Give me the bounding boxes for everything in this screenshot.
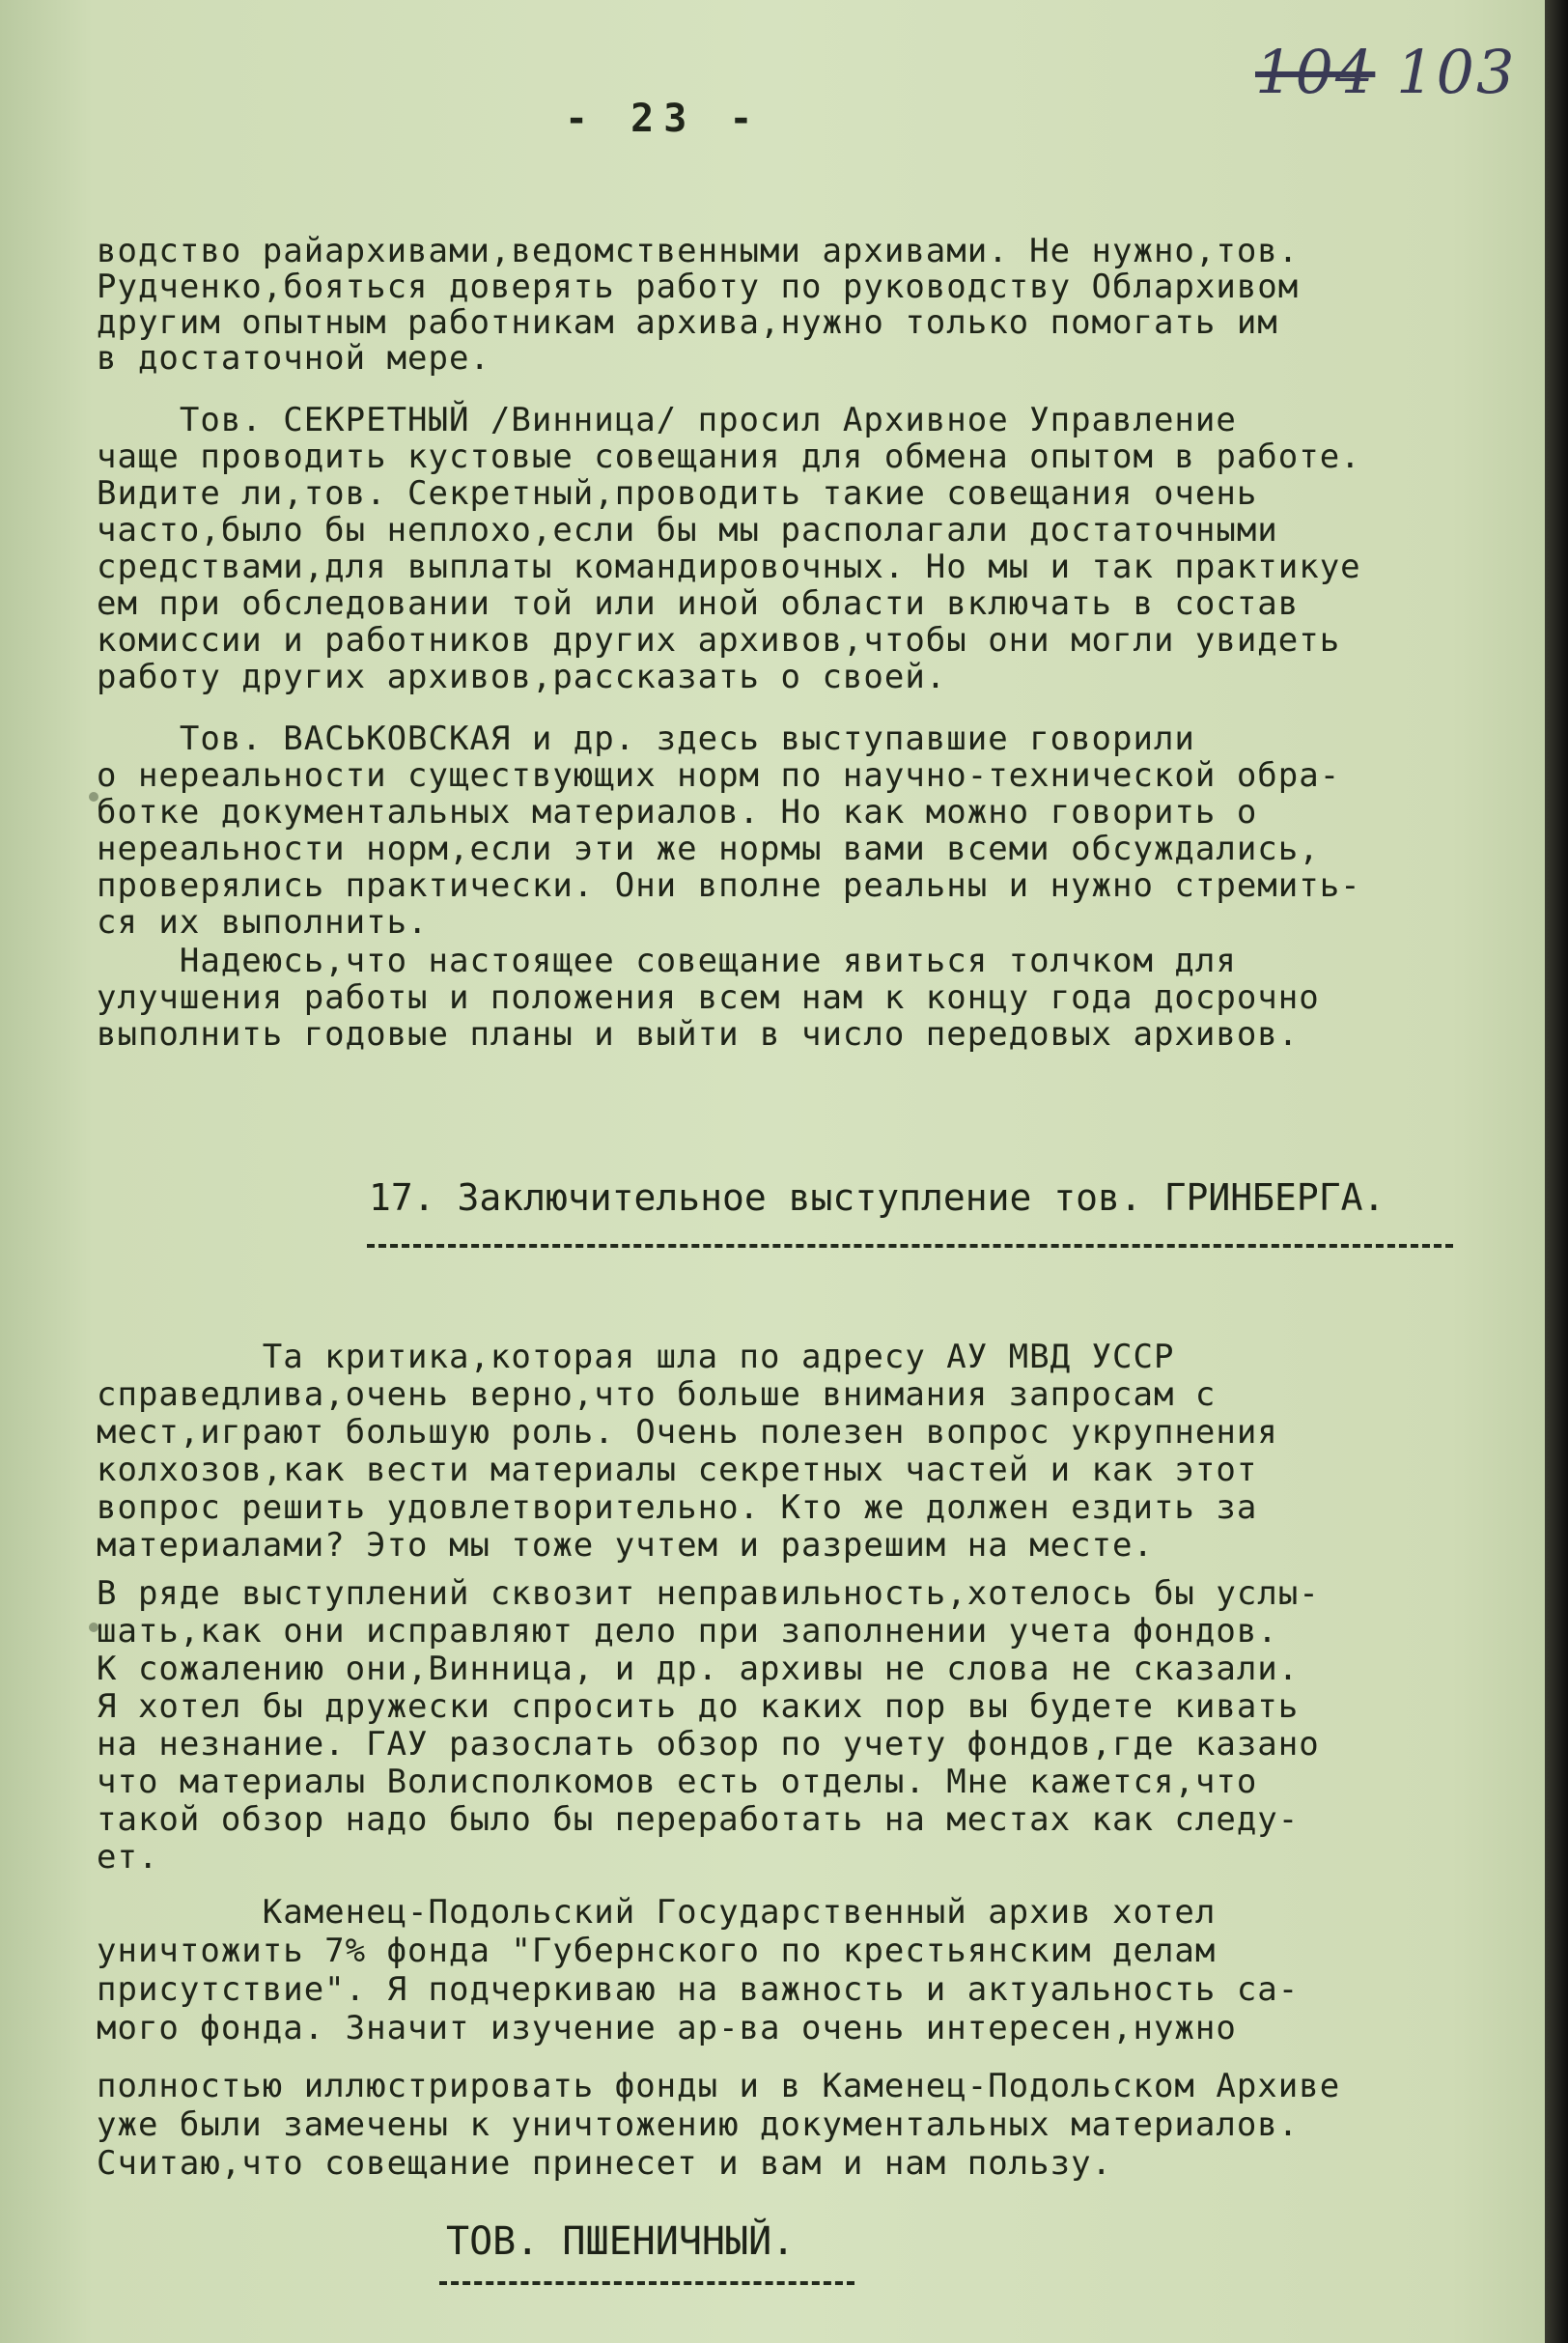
text-line: В ряде выступлений сквозит неправильность,хотелось бы услы-	[97, 1574, 1320, 1613]
text-line: на незнание. ГАУ разослать обзор по учету фондов,где казано	[97, 1725, 1320, 1764]
archive-sheet-number	[1255, 37, 1516, 107]
text-line: уничтожить 7% фонда "Губернского по крестьянским делам	[97, 1932, 1217, 1970]
text-line: Каменец-Подольский Государственный архив хотел	[97, 1893, 1217, 1932]
text-line: Я хотел бы дружески спросить до каких пор вы будете кивать	[97, 1687, 1300, 1726]
closing-speaker: ТОВ. ПШЕНИЧНЫЙ.	[446, 2219, 796, 2264]
new-sheet-number: 103	[1396, 37, 1517, 107]
text-line: Тов. ВАСЬКОВСКАЯ и др. здесь выступавшие говорили	[97, 720, 1195, 758]
text-line: часто,было бы неплохо,если бы мы располагали достаточными	[97, 511, 1278, 550]
text-line: улучшения работы и положения всем нам к концу года досрочно	[97, 978, 1320, 1017]
text-line: уже были замечены к уничтожению документальных материалов.	[97, 2105, 1300, 2144]
text-line: мест,играют большую роль. Очень полезен вопрос укрупнения	[97, 1413, 1278, 1452]
text-line: средствами,для выплаты командировочных. Но мы и так практикуе	[97, 548, 1361, 586]
text-line: ем при обследовании той или иной области включать в состав	[97, 584, 1300, 623]
closing-underline	[439, 2281, 854, 2285]
text-line: вопрос решить удовлетворительно. Кто же должен ездить за	[97, 1488, 1258, 1527]
text-line: Тов. СЕКРЕТНЫЙ /Винница/ просил Архивное Управление	[97, 401, 1237, 439]
text-line: Видите ли,тов. Секретный,проводить такие совещания очень	[97, 474, 1258, 513]
text-line: комиссии и работников других архивов,чтобы они могли увидеть	[97, 621, 1341, 660]
text-line: К сожалению они,Винница, и др. архивы не слова не сказали.	[97, 1650, 1300, 1688]
text-line: другим опытным работникам архива,нужно только помогать им	[97, 303, 1278, 342]
text-line: о нереальности существующих норм по научно-технической обра-	[97, 756, 1341, 795]
page-number: - 23 -	[565, 97, 763, 141]
text-line: проверялись практически. Они вполне реальны и нужно стремить-	[97, 866, 1361, 905]
text-line: полностью иллюстрировать фонды и в Каменец-Подольском Архиве	[97, 2067, 1341, 2105]
text-line: справедлива,очень верно,что больше внимания запросам с	[97, 1375, 1217, 1414]
text-line: присутствие". Я подчеркиваю на важность и актуальность са-	[97, 1970, 1300, 2009]
section-heading: 17. Заключительное выступление тов. ГРИНБЕРГА.	[369, 1176, 1386, 1219]
text-line: ет.	[97, 1838, 159, 1877]
text-line: нереальности норм,если эти же нормы вами всеми обсуждались,	[97, 830, 1320, 868]
text-line: водство райархивами,ведомственными архивами. Не нужно,тов.	[97, 232, 1300, 270]
text-line: Та критика,которая шла по адресу АУ МВД УССР	[97, 1338, 1175, 1376]
text-line: шать,как они исправляют дело при заполнении учета фондов.	[97, 1612, 1278, 1651]
text-line: чаще проводить кустовые совещания для обмена опытом в работе.	[97, 438, 1361, 476]
text-line: материалами? Это мы тоже учтем и разрешим на месте.	[97, 1526, 1154, 1565]
text-line: колхозов,как вести материалы секретных частей и как этот	[97, 1451, 1258, 1489]
text-line: Рудченко,бояться доверять работу по руководству Облархивом	[97, 268, 1300, 306]
text-line: такой обзор надо было бы переработать на местах как следу-	[97, 1800, 1300, 1839]
text-line: мого фонда. Значит изучение ар-ва очень интересен,нужно	[97, 2009, 1237, 2047]
text-line: выполнить годовые планы и выйти в число передовых архивов.	[97, 1015, 1300, 1054]
text-line: в достаточной мере.	[97, 339, 490, 378]
text-line: работу других архивов,рассказать о своей.	[97, 658, 947, 696]
text-line: Считаю,что совещание принесет и вам и нам пользу.	[97, 2144, 1113, 2183]
text-line: ся их выполнить.	[97, 903, 429, 942]
old-sheet-number: 104	[1255, 37, 1376, 107]
heading-underline	[367, 1244, 1453, 1248]
scan-edge	[1545, 0, 1568, 2343]
text-line: Надеюсь,что настоящее совещание явиться толчком для	[97, 942, 1237, 980]
text-line: ботке документальных материалов. Но как можно говорить о	[97, 793, 1258, 832]
text-line: что материалы Волисполкомов есть отделы. Мне кажется,что	[97, 1763, 1258, 1801]
